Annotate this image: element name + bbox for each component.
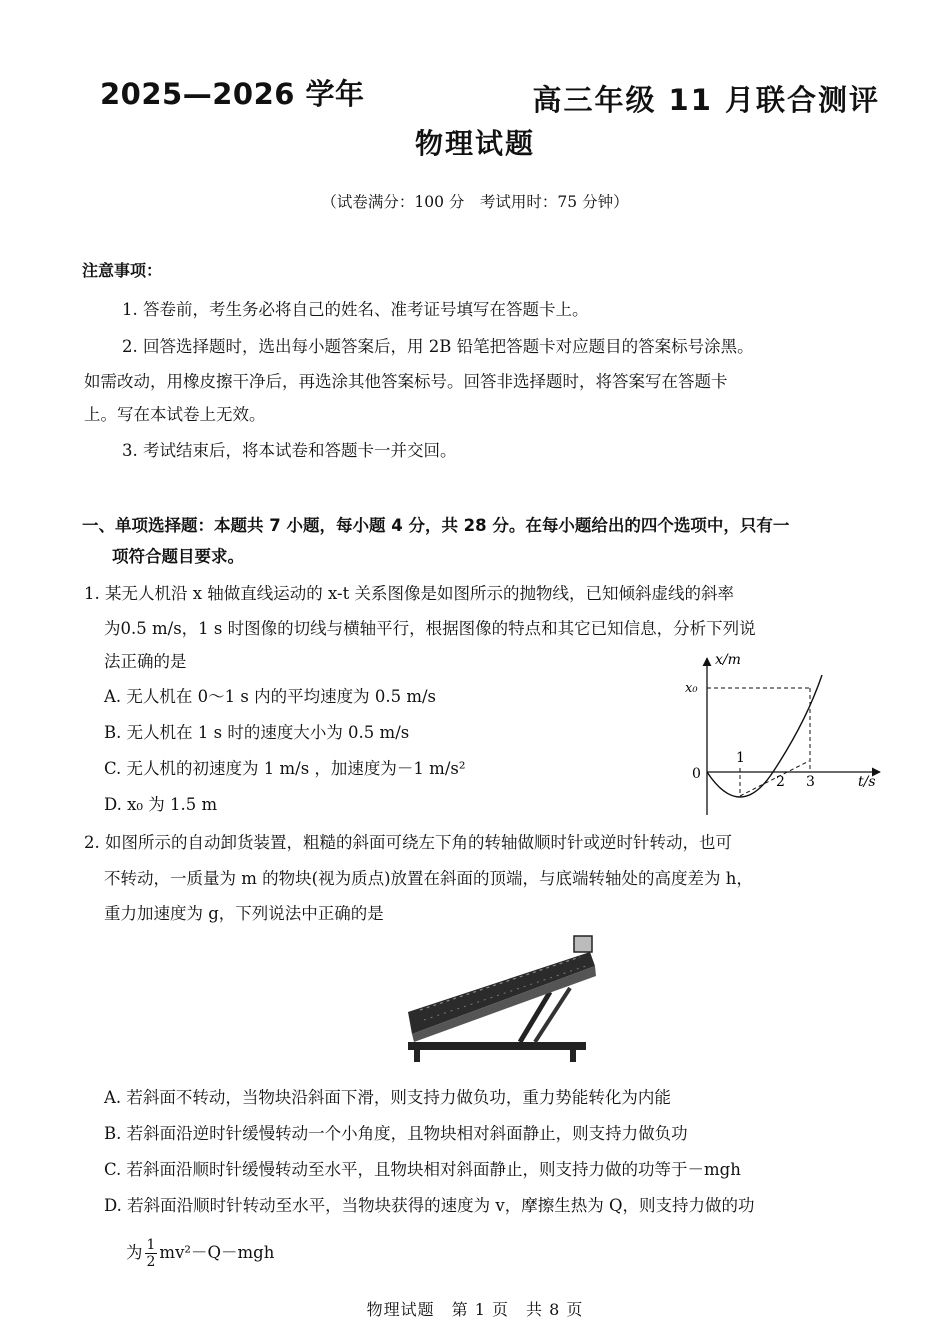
q2-option-d-prefix: 为 [126, 1243, 143, 1262]
q2-option-d-expression: mv²－Q－mgh [159, 1243, 275, 1262]
fraction-numerator: 1 [146, 1237, 156, 1253]
notice-item-2-line-1: 2. 回答选择题时，选出每小题答案后，用 2B 铅笔把答题卡对应题目的答案标号涂黑。 [122, 337, 754, 356]
q1-option-c: C. 无人机的初速度为 1 m/s ，加速度为－1 m/s² [104, 759, 466, 778]
q2-option-b: B. 若斜面沿逆时针缓慢转动一个小角度，且物块相对斜面静止，则支持力做负功 [104, 1124, 688, 1143]
q1-stem-line-3: 法正确的是 [104, 652, 187, 671]
q2-option-d-continued [126, 1236, 274, 1270]
parabola-curve [707, 675, 822, 797]
q1-xt-graph [680, 650, 890, 820]
page-footer: 物理试题 第 1 页 共 8 页 [366, 1300, 584, 1319]
one-half-fraction [145, 1237, 158, 1270]
subject-title: 物理试题 [414, 127, 535, 160]
base-frame [408, 1042, 586, 1050]
q2-stem-line-2: 不转动，一质量为 m 的物块(视为质点)放置在斜面的顶端，与底端转轴处的高度差为 h， [104, 869, 753, 888]
q1-option-d: D. x₀ 为 1.5 m [104, 795, 218, 814]
q2-option-a: A. 若斜面不转动，当物块沿斜面下滑，则支持力做负功，重力势能转化为内能 [104, 1088, 671, 1107]
notice-item-2-line-2: 如需改动，用橡皮擦干净后，再选涂其他答案标号。回答非选择题时，将答案写在答题卡 [84, 372, 728, 391]
school-year: 2025—2026 学年 [100, 77, 365, 111]
base-leg-right [570, 1050, 576, 1062]
q2-option-c: C. 若斜面沿顺时针缓慢转动至水平，且物块相对斜面静止，则支持力做的功等于－mgh [104, 1160, 741, 1179]
q2-option-d: D. 若斜面沿顺时针转动至水平，当物块获得的速度为 v，摩擦生热为 Q，则支持力做的功 [104, 1196, 755, 1215]
q2-stem-line-3: 重力加速度为 g，下列说法中正确的是 [104, 904, 384, 923]
q1-stem-line-2: 为0.5 m/s，1 s 时图像的切线与横轴平行，根据图像的特点和其它已知信息，分析下列说 [104, 619, 756, 638]
exam-title: 高三年级 11 月联合测评 [532, 83, 880, 117]
q1-option-a: A. 无人机在 0～1 s 内的平均速度为 0.5 m/s [104, 687, 437, 706]
notice-title: 注意事项： [82, 261, 163, 280]
q1-stem-line-1: 1. 某无人机沿 x 轴做直线运动的 x-t 关系图像是如图所示的抛物线，已知倾斜虚线的斜率 [84, 584, 734, 603]
cargo-block [574, 936, 592, 952]
exam-meta: （试卷满分：100 分 考试用时：75 分钟） [321, 193, 629, 211]
q2-ramp-illustration [400, 930, 610, 1070]
tick-label-3: 3 [806, 774, 815, 790]
base-leg-left [414, 1050, 420, 1062]
tick-label-1: 1 [736, 750, 745, 766]
q1-option-b: B. 无人机在 1 s 时的速度大小为 0.5 m/s [104, 723, 410, 742]
section-1-heading-line-1: 一、单项选择题：本题共 7 小题，每小题 4 分，共 28 分。在每小题给出的四个选项中，只有一 [82, 516, 790, 535]
x-axis-label: t/s [858, 774, 876, 790]
dashed-slope-line [740, 761, 809, 796]
fraction-denominator: 2 [146, 1254, 156, 1270]
y-axis-label: x/m [715, 652, 741, 668]
notice-item-1: 1. 答卷前，考生务必将自己的姓名、准考证号填写在答题卡上。 [122, 300, 589, 319]
q2-stem-line-1: 2. 如图所示的自动卸货装置，粗糙的斜面可绕左下角的转轴做顺时针或逆时针转动，也可 [84, 833, 732, 852]
notice-item-2-line-3: 上。写在本试卷上无效。 [84, 405, 266, 424]
notice-item-3: 3. 考试结束后，将本试卷和答题卡一并交回。 [122, 441, 457, 460]
section-1-heading-line-2: 项符合题目要求。 [112, 547, 244, 566]
tick-label-2: 2 [776, 774, 785, 790]
x0-label: x₀ [685, 681, 698, 696]
origin-label: 0 [692, 766, 701, 782]
